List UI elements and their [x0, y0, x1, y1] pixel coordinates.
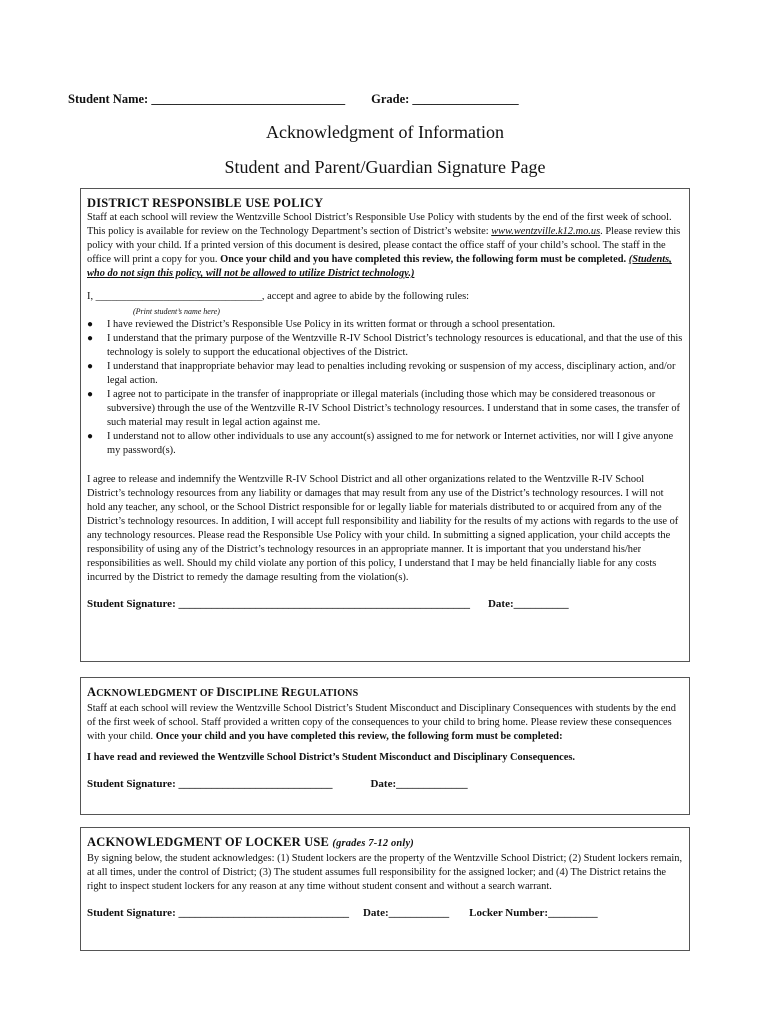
bullet-icon: ●	[87, 431, 94, 443]
district-website-link[interactable]: www.wentzville.k12.mo.us	[491, 226, 601, 238]
heading-part: R	[281, 685, 291, 699]
list-item	[87, 332, 683, 360]
student-name-field[interactable]: Student Name: _______________________________	[68, 92, 346, 106]
agree-line[interactable]: I, ________________________________, accept and agree to abide by the following rules:	[87, 291, 470, 303]
responsible-use-policy-section	[80, 188, 690, 662]
date-field[interactable]: Date:___________	[362, 907, 450, 920]
rules-list	[87, 318, 683, 459]
print-name-label: (Print student’s name here)	[133, 306, 220, 316]
discipline-regulations-section	[80, 677, 690, 815]
heading-part: EGULATIONS	[290, 688, 359, 699]
heading-part: ISCIPLINE	[225, 688, 282, 699]
signature-row	[87, 597, 683, 611]
locker-number-field[interactable]: Locker Number:_________	[469, 907, 598, 920]
student-signature-field[interactable]: Student Signature: _____________________________________________________	[87, 598, 470, 611]
rule-text: I understand that inappropriate behavior may lead to penalties including revoking or suspension of my access, disciplinary action, and/or legal action.	[107, 360, 676, 386]
date-field[interactable]: Date:_____________	[370, 778, 468, 791]
locker-use-section	[80, 827, 690, 951]
discipline-statement: I have read and reviewed the Wentzville School District’s Student Misconduct and Disciplinary Consequences.	[87, 752, 575, 764]
rule-text: I have reviewed the District’s Responsible Use Policy in its written format or through a school presentation.	[107, 318, 556, 330]
list-item	[87, 360, 683, 388]
rule-text: I understand that the primary purpose of the Wentzville R-IV School District’s technology resources is educational, and that the use of this technology is solely to support the educational objectives of the District.	[107, 332, 683, 358]
page-subtitle: Student and Parent/Guardian Signature Page	[224, 157, 546, 177]
signature-row	[87, 906, 683, 920]
discipline-intro	[87, 702, 683, 744]
page-title: Acknowledgment of Information	[266, 122, 504, 142]
release-paragraph: I agree to release and indemnify the Wentzville R-IV School District and all other organizations related to the Wentzville R-IV School District’s technology resources from any liability or damages that may result from any use of the District’s technology resources. I will not hold any teacher, any school, or the School District responsible for or legally liable for materials distributed to or acquired from any of the District’s technology resources. In addition, I will accept full responsibility and liability for the results of my actions with regards to the use of any technology resources. Please read the Responsible Use Policy with your child. In submitting a signed application, your child accepts the responsibility of using any of the District’s technology resources in an appropriate manner. It is important that you understand his/her responsibilities as well. Should my child violate any portion of this policy, I understand that I may be held financially liable for any costs incurred by the District to remedy the damage resulting from the violation(s).	[87, 473, 679, 584]
heading-part: D	[216, 685, 226, 699]
intro-bold-text: Once your child and you have completed this review, the following form must be completed.	[220, 254, 627, 266]
signature-row	[87, 777, 683, 791]
section-heading	[87, 834, 683, 852]
list-item	[87, 318, 683, 332]
bullet-icon: ●	[87, 318, 94, 330]
heading-part: CKNOWLEDGMENT OF	[96, 688, 217, 699]
heading-note: (grades 7-12 only)	[332, 838, 414, 849]
section-heading: DISTRICT RESPONSIBLE USE POLICY	[87, 196, 324, 210]
rule-text: I understand not to allow other individuals to use any account(s) assigned to me for network or Internet activities, nor will I give anyone my password(s).	[107, 431, 674, 457]
locker-body: By signing below, the student acknowledges: (1) Student lockers are the property of the Wentzville School District; (2) Student lockers remain, at all times, under the control of District; (3) The student assumes full responsibility for the assigned locker; and (4) The District retains the right to inspect student lockers for any reason at any time without student consent and without a search warrant.	[87, 853, 683, 893]
heading-text: ACKNOWLEDGMENT OF LOCKER USE	[87, 835, 333, 849]
rule-text: I agree not to participate in the transfer of inappropriate or illegal materials (including those which may be considered treasonous or subversive) through the use of the Wentzville R-IV School District’s technology resources. I understand that in some cases, the transfer of such material may result in legal action against me.	[107, 389, 681, 429]
section-heading	[87, 684, 683, 702]
list-item	[87, 388, 683, 430]
student-signature-field[interactable]: Student Signature: ____________________________	[87, 778, 333, 791]
intro-text: Staff at each school will review the Wentzville School District’s Responsible Use Policy with students by the end of the first week of school. This policy is available for review on the Technology Department’s section of District’s website:	[87, 212, 672, 238]
intro-warning: (Students, who do not sign this policy, will not be allowed to utilize District technology.)	[87, 254, 672, 280]
header-fields	[68, 92, 519, 107]
bullet-icon: ●	[87, 389, 94, 401]
grade-field[interactable]: Grade: _________________	[371, 92, 519, 106]
intro-bold-text: Once your child and you have completed this review, the following form must be completed:	[155, 731, 563, 743]
bullet-icon: ●	[87, 332, 94, 344]
intro-text: Staff at each school will review the Wentzville School District’s Student Misconduct and Disciplinary Consequences with students by the end of the first week of school. Staff provided a written copy of the consequences to your child to bring home. Please review these consequences with your child.	[87, 703, 676, 743]
policy-intro	[87, 211, 683, 281]
list-item	[87, 430, 683, 458]
intro-text-continued: . Please review this policy with your child. If a printed version of this document is desired, please contact the office staff of your child’s school. The staff in the office will print a copy for you.	[87, 226, 681, 266]
bullet-icon: ●	[87, 360, 94, 372]
date-field[interactable]: Date:__________	[487, 598, 569, 611]
heading-part: A	[87, 685, 97, 699]
student-signature-field[interactable]: Student Signature: _______________________________	[87, 907, 349, 920]
